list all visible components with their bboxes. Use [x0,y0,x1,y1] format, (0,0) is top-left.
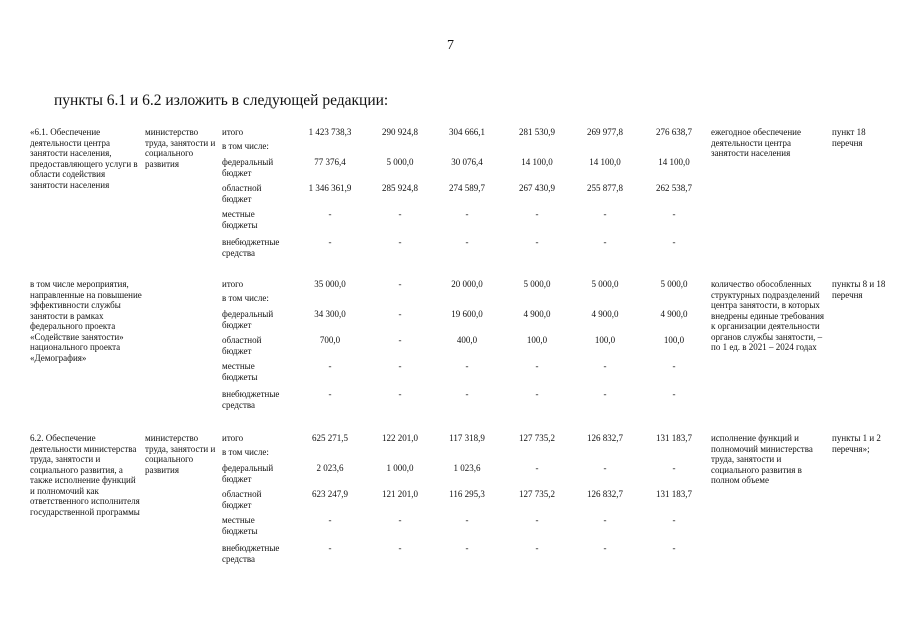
executor-cell: министерство труда, занятости и социального развития [145,127,216,169]
amount-cell: 285 924,8 [382,183,418,193]
activity-cell: «6.1. Обеспечение деятельности центра занятости населения, предоставляющего услуги в области содействия занятости населения [30,127,138,190]
amount-cell: 1 000,0 [386,463,414,473]
amount-cell: - [672,209,676,219]
amount-cell: 276 638,7 [656,127,692,137]
amount-cell: 127 735,2 [519,489,555,499]
amount-cell: 20 000,0 [451,279,483,289]
amount-cell: - [328,237,332,247]
amount-cell: 5 000,0 [386,157,414,167]
result-cell: исполнение функций и полномочий министерства труда, занятости и социального развития в полном объеме [711,433,813,485]
amount-cell: 5 000,0 [591,279,619,289]
amount-cell: - [535,361,539,371]
amount-cell: - [672,543,676,553]
amount-cell: 1 423 738,3 [308,127,352,137]
amount-cell: - [398,335,402,345]
amount-cell: 131 183,7 [656,489,692,499]
amount-cell: 269 977,8 [587,127,623,137]
amount-cell: - [398,543,402,553]
amount-cell: - [603,543,607,553]
amount-cell: 30 076,4 [451,157,483,167]
amount-cell: 100,0 [663,335,685,345]
funding-source-cell: в том числе: [222,293,269,303]
amount-cell: 100,0 [526,335,548,345]
funding-source-cell: внебюджетные средства [222,543,280,564]
funding-source-cell: областной бюджет [222,335,262,356]
amount-cell: - [672,389,676,399]
executor-cell: министерство труда, занятости и социального развития [145,433,216,475]
amount-cell: - [603,209,607,219]
amount-cell: - [398,279,402,289]
amount-cell: 290 924,8 [382,127,418,137]
amount-cell: - [465,543,469,553]
amount-cell: - [465,209,469,219]
amount-cell: 304 666,1 [449,127,485,137]
amount-cell: - [535,237,539,247]
amount-cell: 5 000,0 [523,279,551,289]
amount-cell: 4 900,0 [523,309,551,319]
amount-cell: - [603,361,607,371]
amount-cell: 35 000,0 [314,279,346,289]
amount-cell: 262 538,7 [656,183,692,193]
amount-cell: 700,0 [319,335,341,345]
document-heading: пункты 6.1 и 6.2 изложить в следующей редакции: [54,92,389,109]
amount-cell: 126 832,7 [587,433,623,443]
amount-cell: 121 201,0 [382,489,418,499]
result-cell: количество обособленных структурных подразделений центра занятости, в которых внедрены единые требования к организации деятельности органов службы занятости, – по 1 ед. в 2021 – 2024 годах [711,279,825,352]
amount-cell: - [603,515,607,525]
amount-cell: - [328,361,332,371]
amount-cell: - [465,515,469,525]
funding-source-cell: внебюджетные средства [222,237,280,258]
amount-cell: - [398,389,402,399]
activity-cell: 6.2. Обеспечение деятельности министерства труда, занятости и социального развития, а также исполнение функций и полномочий как ответственного исполнителя государственной программы [30,433,140,517]
amount-cell: 116 295,3 [449,489,485,499]
amount-cell: - [535,209,539,219]
amount-cell: 131 183,7 [656,433,692,443]
amount-cell: 1 023,6 [453,463,481,473]
result-cell: ежегодное обеспечение деятельности центра занятости населения [711,127,801,158]
amount-cell: 625 271,5 [312,433,348,443]
amount-cell: 14 100,0 [658,157,690,167]
amount-cell: 1 346 361,9 [308,183,352,193]
funding-source-cell: итого [222,127,244,137]
amount-cell: - [465,389,469,399]
amount-cell: 274 589,7 [449,183,485,193]
amount-cell: - [398,309,402,319]
amount-cell: - [328,543,332,553]
amount-cell: - [535,463,539,473]
amount-cell: - [603,237,607,247]
amount-cell: - [398,361,402,371]
amount-cell: 400,0 [456,335,478,345]
funding-source-cell: итого [222,433,244,443]
reference-cell: пункты 1 и 2 перечня»; [832,433,881,454]
funding-source-cell: в том числе: [222,141,269,151]
amount-cell: - [398,209,402,219]
activity-cell: в том числе мероприятия, направленные на повышение эффективности службы занятости в рамках федерального проекта «Содействие занятости» национального проекта «Демография» [30,279,142,363]
amount-cell: 5 000,0 [660,279,688,289]
amount-cell: 77 376,4 [314,157,346,167]
funding-source-cell: федеральный бюджет [222,309,274,330]
amount-cell: - [603,389,607,399]
amount-cell: 255 877,8 [587,183,623,193]
amount-cell: - [328,515,332,525]
amount-cell: - [328,209,332,219]
amount-cell: - [398,515,402,525]
reference-cell: пункты 8 и 18 перечня [832,279,886,300]
amount-cell: 127 735,2 [519,433,555,443]
funding-source-cell: федеральный бюджет [222,157,274,178]
funding-source-cell: в том числе: [222,447,269,457]
amount-cell: 122 201,0 [382,433,418,443]
amount-cell: 117 318,9 [449,433,485,443]
amount-cell: - [672,463,676,473]
amount-cell: 19 600,0 [451,309,483,319]
amount-cell: - [672,237,676,247]
amount-cell: 281 530,9 [519,127,555,137]
amount-cell: 4 900,0 [660,309,688,319]
amount-cell: 34 300,0 [314,309,346,319]
amount-cell: 2 023,6 [316,463,344,473]
amount-cell: 267 430,9 [519,183,555,193]
funding-source-cell: федеральный бюджет [222,463,274,484]
amount-cell: - [535,389,539,399]
amount-cell: - [535,543,539,553]
amount-cell: - [398,237,402,247]
amount-cell: - [535,515,539,525]
amount-cell: - [603,463,607,473]
funding-source-cell: местные бюджеты [222,209,258,230]
funding-source-cell: внебюджетные средства [222,389,280,410]
amount-cell: 126 832,7 [587,489,623,499]
amount-cell: - [672,361,676,371]
amount-cell: 4 900,0 [591,309,619,319]
reference-cell: пункт 18 перечня [832,127,866,148]
amount-cell: - [672,515,676,525]
amount-cell: 623 247,9 [312,489,348,499]
funding-source-cell: местные бюджеты [222,515,258,536]
funding-source-cell: местные бюджеты [222,361,258,382]
funding-source-cell: областной бюджет [222,489,262,510]
amount-cell: - [465,361,469,371]
funding-source-cell: областной бюджет [222,183,262,204]
funding-source-cell: итого [222,279,244,289]
amount-cell: - [465,237,469,247]
page-number: 7 [447,38,454,53]
amount-cell: 100,0 [594,335,616,345]
amount-cell: 14 100,0 [589,157,621,167]
amount-cell: 14 100,0 [521,157,553,167]
amount-cell: - [328,389,332,399]
